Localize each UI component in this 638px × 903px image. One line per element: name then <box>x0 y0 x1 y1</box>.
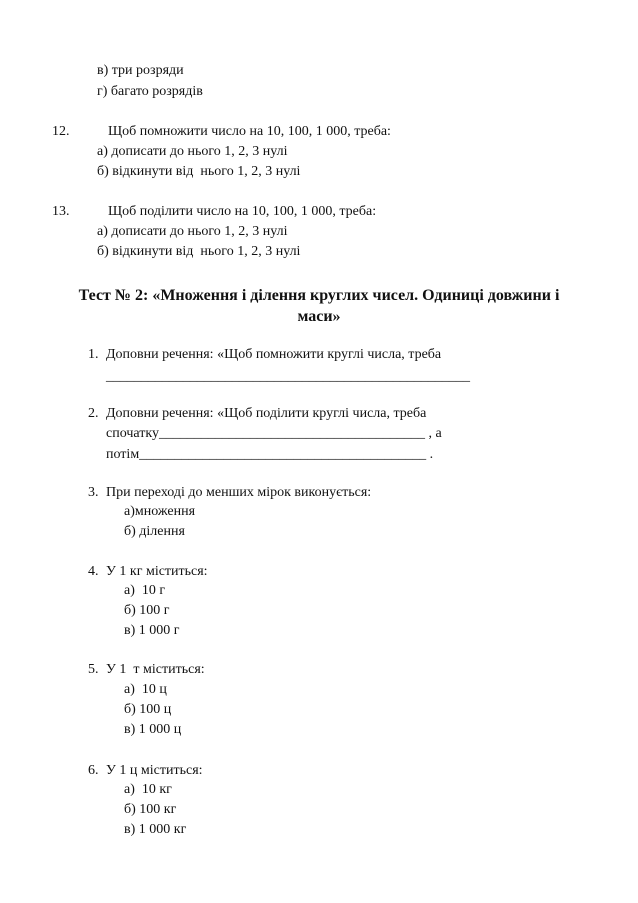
question-5-text: У 1 т міститься: <box>106 662 205 677</box>
question-6-option-c: в) 1 000 кг <box>124 822 187 837</box>
question-3-number: 3. <box>88 485 99 500</box>
question-12-text: Щоб помножити число на 10, 100, 1 000, треба: <box>108 124 391 139</box>
test-title-line-2: маси» <box>297 308 341 325</box>
question-1-answer-line: ____________________________________________________ <box>106 369 470 384</box>
question-6-option-a: а) 10 кг <box>124 782 172 797</box>
question-6-text: У 1 ц міститься: <box>106 763 203 778</box>
question-6-option-b: б) 100 кг <box>124 802 177 817</box>
question-12-option-b: б) відкинути від нього 1, 2, 3 нулі <box>97 164 301 179</box>
question-5-number: 5. <box>88 662 99 677</box>
question-13-option-a: а) дописати до нього 1, 2, 3 нулі <box>97 224 288 239</box>
question-2-blank-first: спочатку______________________________________ , а <box>106 426 442 441</box>
question-1-text: Доповни речення: «Щоб помножити круглі числа, треба <box>106 347 442 362</box>
question-4-option-c: в) 1 000 г <box>124 623 180 638</box>
option-v: в) три розряди <box>97 63 184 78</box>
option-g: г) багато розрядів <box>97 84 203 99</box>
question-13-text: Щоб поділити число на 10, 100, 1 000, треба: <box>108 204 377 219</box>
question-12-option-a: а) дописати до нього 1, 2, 3 нулі <box>97 144 288 159</box>
question-4-option-a: а) 10 г <box>124 583 166 598</box>
question-3-option-b: б) ділення <box>124 524 185 539</box>
question-13-option-b: б) відкинути від нього 1, 2, 3 нулі <box>97 244 301 259</box>
question-2-text: Доповни речення: «Щоб поділити круглі числа, треба <box>106 406 427 421</box>
question-1-number: 1. <box>88 347 99 362</box>
question-5-option-b: б) 100 ц <box>124 702 172 717</box>
question-6-number: 6. <box>88 763 99 778</box>
question-13-number: 13. <box>52 204 70 219</box>
question-4-option-b: б) 100 г <box>124 603 170 618</box>
question-12-number: 12. <box>52 124 70 139</box>
question-2-blank-then: потім_________________________________________ . <box>106 447 434 462</box>
question-3-option-a: а)множення <box>124 504 196 519</box>
test-title-line-1: Тест № 2: «Множення і ділення круглих чисел. Одиниці довжини і <box>78 287 560 304</box>
question-5-option-a: а) 10 ц <box>124 682 167 697</box>
question-2-number: 2. <box>88 406 99 421</box>
question-4-text: У 1 кг міститься: <box>106 564 208 579</box>
question-3-text: При переході до менших мірок виконується: <box>106 485 372 500</box>
question-4-number: 4. <box>88 564 99 579</box>
question-5-option-c: в) 1 000 ц <box>124 722 182 737</box>
